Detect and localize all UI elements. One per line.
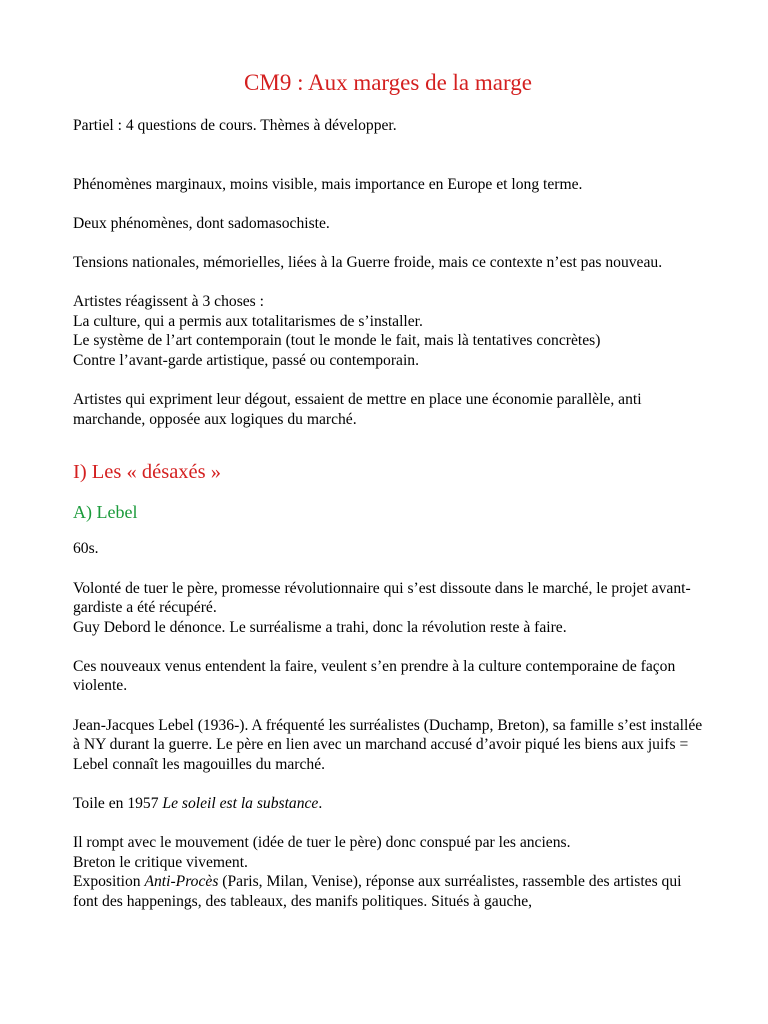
- expo-prefix: Exposition: [73, 873, 145, 891]
- subsection-heading-a: A) Lebel: [73, 502, 138, 523]
- intro-paragraph-4-line-4: Contre l’avant-garde artistique, passé ou contemporain.: [73, 351, 419, 369]
- intro-paragraph-3: Tensions nationales, mémorielles, liées à la Guerre froide, mais ce contexte n’est pas nouveau.: [73, 253, 663, 271]
- intro-paragraph-4-line-2: La culture, qui a permis aux totalitarismes de s’installer.: [73, 312, 423, 330]
- paragraph-debord: Guy Debord le dénonce. Le surréalisme a trahi, donc la révolution reste à faire.: [73, 618, 567, 636]
- paragraph-60s: 60s.: [73, 540, 99, 558]
- toile-title: Le soleil est la substance: [162, 795, 319, 813]
- paragraph-volonte: Volonté de tuer le père, promesse révolutionnaire qui s’est dissoute dans le marché, le projet avant-gardiste a été récupéré.: [73, 579, 691, 617]
- intro-paragraph-4-line-1: Artistes réagissent à 3 choses :: [73, 293, 264, 311]
- paragraph-nouveaux: Ces nouveaux venus entendent la faire, veulent s’en prendre à la culture contemporaine de façon violente.: [73, 657, 676, 695]
- expo-suffix: (Paris, Milan, Venise), réponse aux surréalistes, rassemble des artistes qui font des happenings, des tableaux, des manifs politiques. Situés à gauche,: [73, 873, 682, 910]
- intro-paragraph-5: Artistes qui expriment leur dégout, essaient de mettre en place une économie parallèle, anti marchande, opposée aux logiques du marché.: [73, 391, 642, 428]
- intro-paragraph-1: Phénomènes marginaux, moins visible, mais importance en Europe et long terme.: [73, 175, 583, 193]
- document-title: CM9 : Aux marges de la marge: [244, 70, 532, 95]
- intro-paragraph-4-line-3: Le système de l’art contemporain (tout le monde le fait, mais là tentatives concrètes): [73, 332, 601, 350]
- paragraph-breton: Breton le critique vivement.: [73, 853, 248, 871]
- partiel-paragraph: Partiel : 4 questions de cours. Thèmes à développer.: [73, 117, 397, 134]
- toile-prefix: Toile en 1957: [73, 795, 163, 813]
- section-heading-1: I) Les « désaxés »: [73, 461, 222, 484]
- paragraph-exposition: [73, 872, 703, 911]
- intro-paragraph-2: Deux phénomènes, dont sadomasochiste.: [73, 214, 330, 232]
- paragraph-toile: [73, 794, 703, 814]
- paragraph-jean-jacques-lebel: Jean-Jacques Lebel (1936-). A fréquenté les surréalistes (Duchamp, Breton), sa famille s’est installée à NY durant la guerre. Le père en lien avec un marchand accusé d’avoir piqué les biens aux juifs = Lebel connaît les magouilles du marché.: [73, 716, 703, 773]
- paragraph-rompt: Il rompt avec le mouvement (idée de tuer le père) donc conspué par les anciens.: [73, 834, 571, 852]
- document-body: [73, 68, 703, 912]
- expo-title: Anti-Procès: [144, 873, 219, 891]
- toile-suffix: .: [318, 795, 323, 813]
